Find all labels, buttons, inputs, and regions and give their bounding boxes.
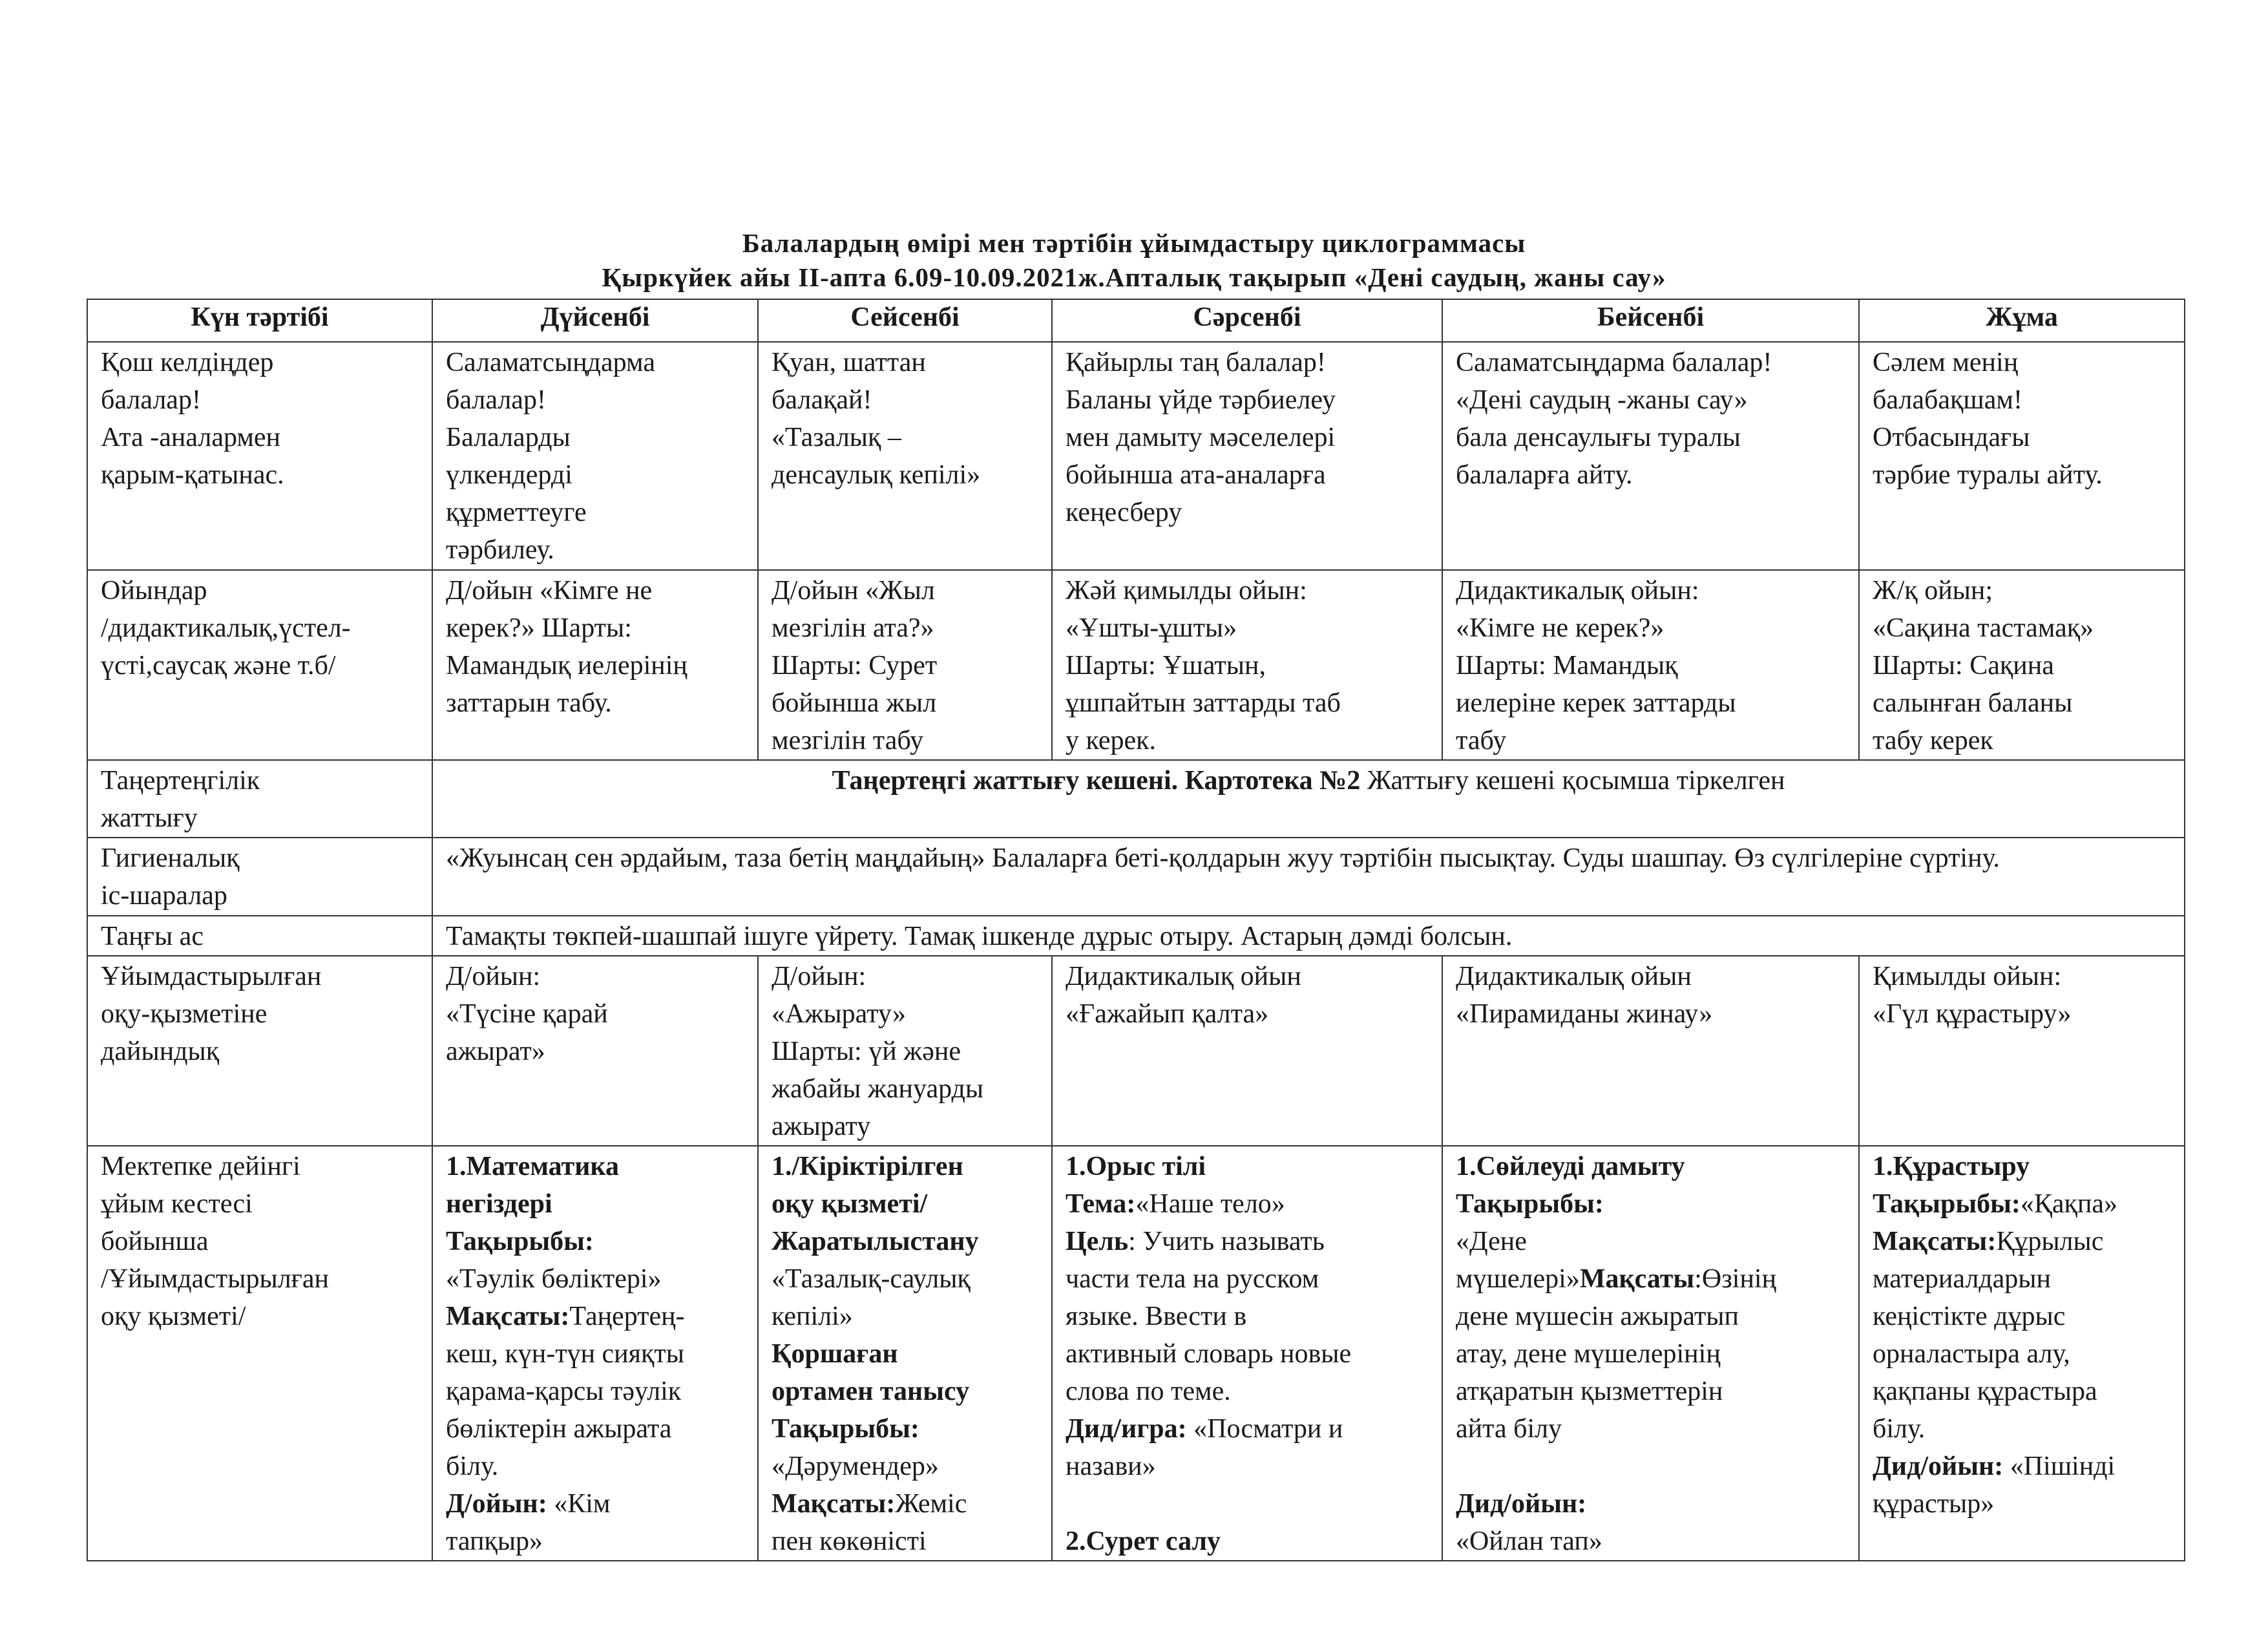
header-wednesday: Сәрсенбі bbox=[1052, 299, 1442, 342]
cell-line: 1./Кіріктірілген bbox=[772, 1152, 963, 1181]
cell-line-bold: Дид/ойын: bbox=[1873, 1452, 2004, 1481]
cell-line: құрметтеуге bbox=[446, 498, 587, 527]
cell-tuesday bbox=[758, 570, 1052, 760]
cell-line: ұшпайтын заттарды таб bbox=[1066, 688, 1341, 718]
cell-line bbox=[1066, 1185, 1429, 1223]
cell-label: Таңғы ас bbox=[87, 916, 432, 956]
cell-label bbox=[87, 570, 432, 760]
cell-line: Мамандық иелерінің bbox=[446, 651, 688, 681]
cell-line: кеш, күн-түн сияқты bbox=[446, 1339, 684, 1369]
cell-wednesday bbox=[1052, 956, 1442, 1146]
cell-line: активный словарь новые bbox=[1066, 1339, 1352, 1369]
cell-line: бойынша bbox=[101, 1227, 209, 1256]
cell-line-bold: Мақсаты: bbox=[1873, 1227, 1997, 1256]
cell-line-text: Құрылыс bbox=[1996, 1227, 2104, 1256]
cell-line-text: : Учить называть bbox=[1128, 1227, 1325, 1256]
cell-line: Дидактикалық ойын bbox=[1456, 962, 1692, 991]
cell-line: 1.Математика bbox=[446, 1152, 619, 1181]
cell-line: Дид/ойын: bbox=[1456, 1489, 1587, 1519]
cell-line: атау, дене мүшелерінің bbox=[1456, 1339, 1721, 1369]
cell-line: «Ұшты-ұшты» bbox=[1066, 613, 1237, 643]
cell-line: 1.Сөйлеуді дамыту bbox=[1456, 1152, 1685, 1181]
cell-line: балабақшам! bbox=[1873, 385, 2022, 415]
cell-line-bold: Д/ойын: bbox=[446, 1489, 547, 1519]
cell-label bbox=[87, 1146, 432, 1561]
cell-line: бөліктерін ажырата bbox=[446, 1414, 672, 1444]
cell-line: «Гүл құрастыру» bbox=[1873, 999, 2072, 1029]
cell-line: кеңесберу bbox=[1066, 498, 1182, 527]
cell-monday bbox=[432, 1146, 758, 1561]
cell-line: материалдарын bbox=[1873, 1264, 2051, 1294]
cell-line-text: «Қақпа» bbox=[2020, 1189, 2118, 1219]
cell-line bbox=[1066, 1485, 1429, 1523]
cell-line: қарым-қатынас. bbox=[101, 460, 284, 490]
header-thursday: Бейсенбі bbox=[1442, 299, 1859, 342]
cell-line: білу. bbox=[1873, 1414, 1926, 1444]
cell-line: дене мүшесін ажыратып bbox=[1456, 1302, 1739, 1331]
cell-label bbox=[87, 838, 432, 916]
cell-wednesday bbox=[1052, 1146, 1442, 1561]
cell-friday bbox=[1859, 956, 2185, 1146]
cell-line: 1.Құрастыру bbox=[1873, 1152, 2030, 1181]
table-row-breakfast bbox=[87, 916, 2185, 956]
table-row-games bbox=[87, 570, 2185, 760]
cell-line bbox=[446, 1298, 744, 1335]
cell-line: Тақырыбы: bbox=[1456, 1189, 1604, 1219]
cell-line: Ата -аналармен bbox=[101, 423, 281, 452]
cell-line: бойынша ата-аналарға bbox=[1066, 460, 1326, 490]
cell-line: /дидактикалық,үстел- bbox=[101, 613, 351, 643]
cell-wednesday bbox=[1052, 570, 1442, 760]
cell-line: жабайы жануарды bbox=[772, 1074, 984, 1104]
cell-line: Д/ойын «Жыл bbox=[772, 576, 935, 606]
cell-hygiene-merged: «Жуынсаң сен әрдайым, таза бетің маңдайың» Балаларға беті-қолдарын жуу тәртібін пысықтау. Суды шашпау. Өз сүлгілеріне сүртіну. bbox=[432, 838, 2185, 916]
cell-line: үлкендерді bbox=[446, 460, 572, 490]
cell-tuesday bbox=[758, 342, 1052, 570]
header-tuesday: Сейсенбі bbox=[758, 299, 1052, 342]
cell-exercise-merged bbox=[432, 760, 2185, 838]
header-friday: Жұма bbox=[1859, 299, 2185, 342]
cell-line: «Ғажайып қалта» bbox=[1066, 999, 1269, 1029]
table-row-schedule bbox=[87, 1146, 2185, 1561]
cell-line: Таңертеңгілік bbox=[101, 766, 260, 796]
cell-line: Жәй қимылды ойын: bbox=[1066, 576, 1307, 606]
cell-thursday bbox=[1442, 1146, 1859, 1561]
cell-monday bbox=[432, 956, 758, 1146]
header-day-schedule: Күн тәртібі bbox=[87, 299, 432, 342]
cell-line bbox=[1066, 1223, 1429, 1260]
cell-line: білу. bbox=[446, 1452, 499, 1481]
cell-line-text: «Кім bbox=[547, 1489, 611, 1519]
cell-line: қарама-қарсы тәулік bbox=[446, 1377, 682, 1406]
cell-line: оқу қызметі/ bbox=[101, 1302, 246, 1331]
cell-thursday bbox=[1442, 570, 1859, 760]
cell-line: Мектепке дейінгі bbox=[101, 1152, 300, 1181]
cell-line: Отбасындағы bbox=[1873, 423, 2030, 452]
cell-line-bold: Цель bbox=[1066, 1227, 1129, 1256]
cell-breakfast-merged: Тамақты төкпей-шашпай ішуге үйрету. Тамақ ішкенде дұрыс отыру. Астарың дәмді болсын. bbox=[432, 916, 2185, 956]
cell-line: «Түсіне қарай bbox=[446, 999, 608, 1029]
cell-monday bbox=[432, 342, 758, 570]
cell-line-text: Жеміс bbox=[895, 1489, 967, 1519]
cell-line: Тақырыбы: bbox=[446, 1227, 594, 1256]
cell-line: айта білу bbox=[1456, 1414, 1562, 1444]
cell-line-text: Таңертең- bbox=[569, 1302, 685, 1331]
cell-line: «Ойлан тап» bbox=[1456, 1527, 1602, 1556]
cell-line: ұйым кестесі bbox=[101, 1189, 253, 1219]
cell-line: Ұйымдастырылған bbox=[101, 962, 322, 991]
cell-line: Қайырлы таң балалар! bbox=[1066, 348, 1326, 377]
cell-line-bold: Мақсаты: bbox=[772, 1489, 896, 1519]
cell-line-bold: Мақсаты bbox=[1579, 1264, 1695, 1294]
cell-line-bold: Дид/игра: bbox=[1066, 1414, 1187, 1444]
table-row-hygiene bbox=[87, 838, 2185, 916]
cell-line-bold: Мақсаты: bbox=[446, 1302, 570, 1331]
document-subtitle: Қыркүйек айы II-апта 6.09-10.09.2021ж.Апталық тақырып «Дені саудың, жаны сау» bbox=[602, 262, 1666, 292]
cell-line: «Тәулік бөліктері» bbox=[446, 1264, 662, 1294]
cell-line: Сәлем менің bbox=[1873, 348, 2019, 377]
cell-line: назави» bbox=[1066, 1452, 1156, 1481]
cell-line: керек?» Шарты: bbox=[446, 613, 632, 643]
cell-line: «Дәрумендер» bbox=[772, 1452, 939, 1481]
cell-line: Дидактикалық ойын: bbox=[1456, 576, 1699, 606]
cell-line bbox=[1456, 1260, 1845, 1298]
cell-line: «Тазалық – bbox=[772, 423, 901, 452]
cell-tuesday bbox=[758, 1146, 1052, 1561]
cell-line bbox=[1873, 1223, 2171, 1260]
cell-line: балалар! bbox=[101, 385, 201, 415]
cell-thursday bbox=[1442, 342, 1859, 570]
cell-line: «Сақина тастамақ» bbox=[1873, 613, 2094, 643]
cell-line: ажырат» bbox=[446, 1037, 545, 1066]
cell-line-text: мүшелері» bbox=[1456, 1264, 1580, 1294]
cell-line bbox=[1066, 1410, 1429, 1448]
cell-line: Саламатсыңдарма bbox=[446, 348, 655, 377]
cell-line: Жаратылыстану bbox=[772, 1227, 979, 1256]
cell-line: кепілі» bbox=[772, 1302, 853, 1331]
cell-line: «Тазалық-саулық bbox=[772, 1264, 971, 1294]
cell-line: дайындық bbox=[101, 1037, 220, 1066]
cell-line: оқу-қызметіне bbox=[101, 999, 268, 1029]
cell-line bbox=[1873, 1185, 2171, 1223]
cell-tuesday bbox=[758, 956, 1052, 1146]
cell-friday bbox=[1859, 1146, 2185, 1561]
cell-line: Қоршаған bbox=[772, 1339, 898, 1369]
cell-line: мен дамыту мәселелері bbox=[1066, 423, 1336, 452]
cell-line-text: «Посматри и bbox=[1186, 1414, 1343, 1444]
cell-line: Д/ойын «Кімге не bbox=[446, 576, 653, 606]
cell-line: Гигиеналық bbox=[101, 843, 240, 873]
cell-line: Шарты: үй және bbox=[772, 1037, 961, 1066]
cell-line-text: :Өзінің bbox=[1694, 1264, 1777, 1294]
document-title: Балалардың өмірі мен тәртібін ұйымдастыру циклограммасы bbox=[742, 228, 1526, 258]
cell-line: үсті,саусақ және т.б/ bbox=[101, 651, 336, 681]
cell-line: балақай! bbox=[772, 385, 872, 415]
cyclogram-table bbox=[87, 299, 2185, 1561]
cell-line: негіздері bbox=[446, 1189, 552, 1219]
cell-line: Дидактикалық ойын bbox=[1066, 962, 1301, 991]
cell-line: тәрбие туралы айту. bbox=[1873, 460, 2103, 490]
cell-line: құрастыр» bbox=[1873, 1489, 1995, 1519]
cell-line: ажырату bbox=[772, 1112, 871, 1141]
cell-line: тапқыр» bbox=[446, 1527, 543, 1556]
cell-line: Шарты: Мамандық bbox=[1456, 651, 1678, 681]
cell-line: Шарты: Сурет bbox=[772, 651, 938, 681]
cell-line: орналастыра алу, bbox=[1873, 1339, 2070, 1369]
cell-line: Қуан, шаттан bbox=[772, 348, 926, 377]
cell-line: Саламатсыңдарма балалар! bbox=[1456, 348, 1772, 377]
cell-line: қақпаны құрастыра bbox=[1873, 1377, 2097, 1406]
cell-line: Шарты: Сақина bbox=[1873, 651, 2054, 681]
cell-line: «Дені саудың -жаны сау» bbox=[1456, 385, 1748, 415]
cell-line: у керек. bbox=[1066, 726, 1157, 755]
exercise-note: Жаттығу кешені қосымша тіркелген bbox=[1360, 766, 1785, 796]
cell-line: «Кімге не керек?» bbox=[1456, 613, 1664, 643]
cell-friday bbox=[1859, 570, 2185, 760]
cell-line: Балаларды bbox=[446, 423, 571, 452]
cell-line: Қимылды ойын: bbox=[1873, 962, 2062, 991]
cell-line: бойынша жыл bbox=[772, 688, 937, 718]
cell-line: табу керек bbox=[1873, 726, 1993, 755]
cell-line: Д/ойын: bbox=[772, 962, 866, 991]
cell-line: бала денсаулығы туралы bbox=[1456, 423, 1741, 452]
cell-line: оқу қызметі/ bbox=[772, 1189, 928, 1219]
cell-line bbox=[1456, 1448, 1845, 1485]
cell-wednesday bbox=[1052, 342, 1442, 570]
cell-line: балалар! bbox=[446, 385, 546, 415]
table-row-greeting bbox=[87, 342, 2185, 570]
cell-line: Баланы үйде тәрбиелеу bbox=[1066, 385, 1336, 415]
cell-line: «Ажырату» bbox=[772, 999, 906, 1029]
cell-line: тәрбилеу. bbox=[446, 535, 554, 565]
cell-line bbox=[1873, 1448, 2171, 1485]
header-row bbox=[87, 299, 2185, 342]
cell-line-text: «Пішінді bbox=[2003, 1452, 2116, 1481]
exercise-title: Таңертеңгі жаттығу кешені. Картотека №2 bbox=[832, 766, 1361, 796]
cell-line: «Дене bbox=[1456, 1227, 1527, 1256]
cell-line: /Ұйымдастырылған bbox=[101, 1264, 330, 1294]
cell-line: балаларға айту. bbox=[1456, 460, 1633, 490]
cell-label bbox=[87, 760, 432, 838]
cell-line bbox=[446, 1485, 744, 1523]
cell-line: 1.Орыс тілі bbox=[1066, 1152, 1206, 1181]
cell-line: салынған баланы bbox=[1873, 688, 2073, 718]
header-monday: Дүйсенбі bbox=[432, 299, 758, 342]
cell-line: денсаулық кепілі» bbox=[772, 460, 981, 490]
cell-label bbox=[87, 342, 432, 570]
cell-line: мезгілін табу bbox=[772, 726, 924, 755]
cell-line: иелеріне керек заттарды bbox=[1456, 688, 1736, 718]
cell-line: ортамен танысу bbox=[772, 1377, 970, 1406]
cell-line-text: «Наше тело» bbox=[1135, 1189, 1285, 1219]
cell-line: атқаратын қызметтерін bbox=[1456, 1377, 1723, 1406]
cell-line: «Пирамиданы жинау» bbox=[1456, 999, 1713, 1029]
table-row-exercise bbox=[87, 760, 2185, 838]
cell-label bbox=[87, 956, 432, 1146]
cell-line: мезгілін ата?» bbox=[772, 613, 934, 643]
cell-monday bbox=[432, 570, 758, 760]
cell-line: іс-шаралар bbox=[101, 881, 227, 911]
cell-line: языке. Ввести в bbox=[1066, 1302, 1247, 1331]
cell-friday bbox=[1859, 342, 2185, 570]
cell-line: заттарын табу. bbox=[446, 688, 612, 718]
cell-line: кеңістікте дұрыс bbox=[1873, 1302, 2066, 1331]
cell-line: части тела на русском bbox=[1066, 1264, 1319, 1294]
cell-line: пен көкөністі bbox=[772, 1527, 927, 1556]
cell-line: Шарты: Ұшатын, bbox=[1066, 651, 1266, 681]
cell-line: Ойындар bbox=[101, 576, 207, 606]
cell-line: жаттығу bbox=[101, 803, 198, 833]
cell-thursday bbox=[1442, 956, 1859, 1146]
cell-line-bold: Тема: bbox=[1066, 1189, 1136, 1219]
cell-line: Ж/қ ойын; bbox=[1873, 576, 1993, 606]
cell-line: табу bbox=[1456, 726, 1507, 755]
cell-line: слова по теме. bbox=[1066, 1377, 1231, 1406]
cell-line: Д/ойын: bbox=[446, 962, 541, 991]
cell-line bbox=[772, 1485, 1038, 1523]
cell-line: Тақырыбы: bbox=[772, 1414, 919, 1444]
table-row-preparation bbox=[87, 956, 2185, 1146]
cell-line: Қош келдіңдер bbox=[101, 348, 274, 377]
cell-line: 2.Сурет салу bbox=[1066, 1527, 1221, 1556]
cell-line-bold: Тақырыбы: bbox=[1873, 1189, 2021, 1219]
